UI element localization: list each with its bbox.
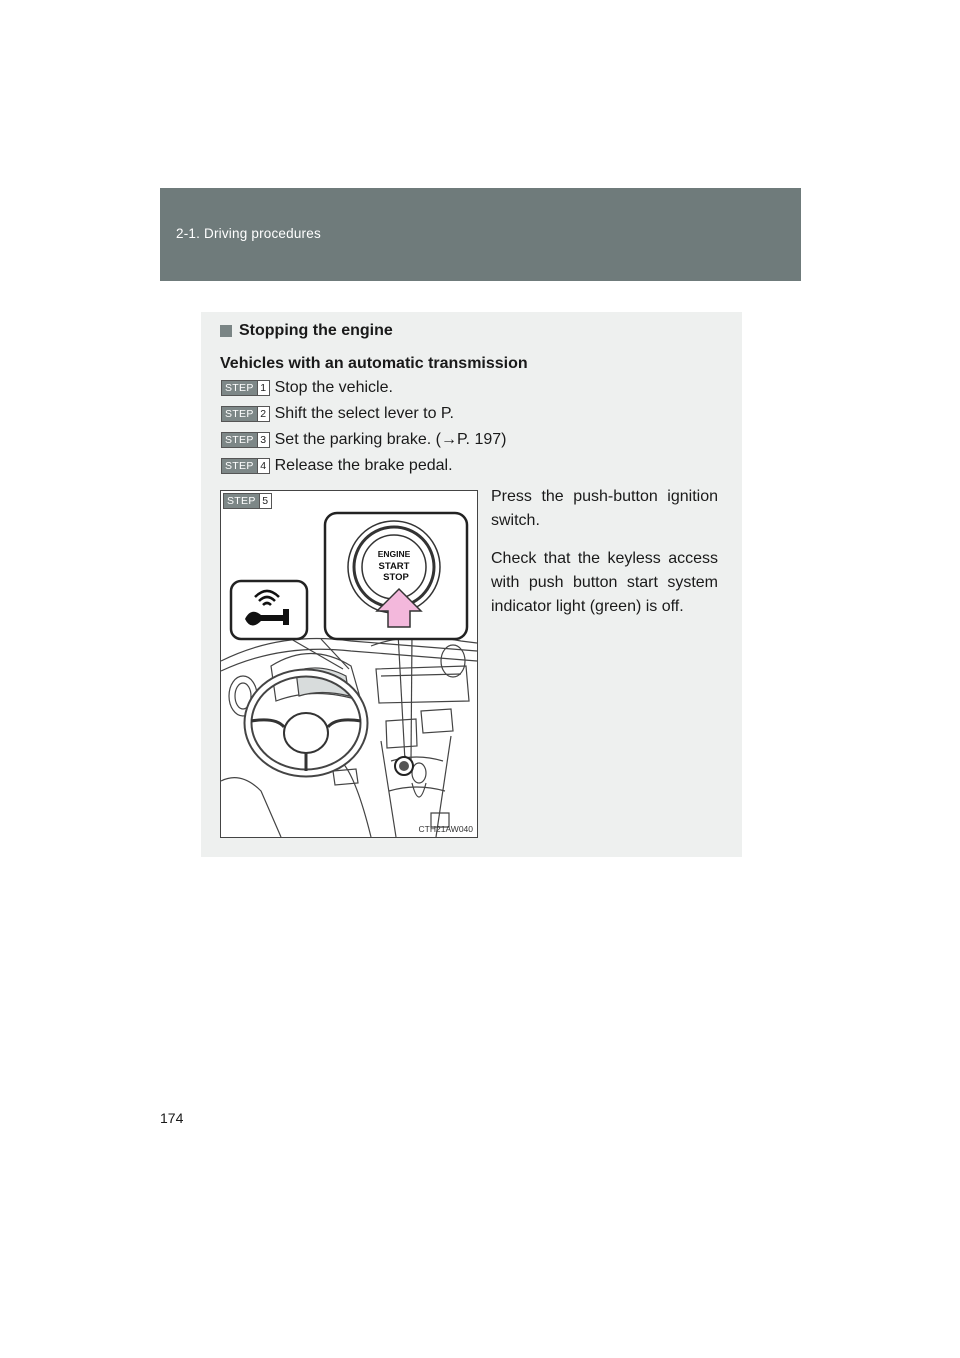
step-badge bbox=[221, 458, 270, 474]
step-word: STEP bbox=[222, 459, 257, 473]
step-text: Shift the select lever to P. bbox=[274, 405, 454, 422]
heading-text: Stopping the engine bbox=[239, 322, 393, 339]
dashboard-illustration bbox=[221, 491, 477, 837]
step-text: Set the parking brake. (→P. 197) bbox=[274, 431, 507, 448]
button-label-line-2: START bbox=[378, 561, 410, 572]
step5-paragraph-2: Check that the keyless access with push button start system indicator light (green) is off. bbox=[491, 550, 718, 615]
figure-code: CTH21AW040 bbox=[418, 824, 473, 834]
step-badge bbox=[221, 432, 270, 448]
step-badge bbox=[221, 406, 270, 422]
step-number: 2 bbox=[257, 407, 269, 421]
section-heading bbox=[220, 322, 393, 340]
button-label-line-1: ENGINE bbox=[377, 549, 411, 559]
keyless-indicator-icon bbox=[231, 581, 307, 639]
step-word: STEP bbox=[222, 407, 257, 421]
subheading: Vehicles with an automatic transmission bbox=[220, 355, 528, 372]
page-number: 174 bbox=[160, 1110, 184, 1126]
step-4 bbox=[221, 458, 453, 474]
step-badge bbox=[221, 380, 270, 396]
step-2 bbox=[221, 406, 454, 422]
step-text: Stop the vehicle. bbox=[274, 379, 393, 396]
step5-paragraph-1: Press the push-button ignition switch. bbox=[491, 488, 718, 529]
section-title: 2-1. Driving procedures bbox=[176, 226, 321, 241]
step-word: STEP bbox=[222, 381, 257, 395]
step-word: STEP bbox=[224, 494, 259, 508]
step-1 bbox=[221, 380, 393, 396]
step-text: Release the brake pedal. bbox=[274, 457, 453, 474]
square-bullet-icon bbox=[220, 325, 232, 337]
step-number: 5 bbox=[259, 494, 271, 508]
button-label-line-3: STOP bbox=[383, 572, 409, 583]
step-word: STEP bbox=[222, 433, 257, 447]
push-button-ignition-switch-icon bbox=[325, 513, 467, 639]
step-3 bbox=[221, 432, 506, 448]
step-number: 4 bbox=[257, 459, 269, 473]
step-number: 3 bbox=[257, 433, 269, 447]
illustration-ignition-switch bbox=[220, 490, 478, 838]
step-number: 1 bbox=[257, 381, 269, 395]
step-badge bbox=[223, 493, 272, 509]
